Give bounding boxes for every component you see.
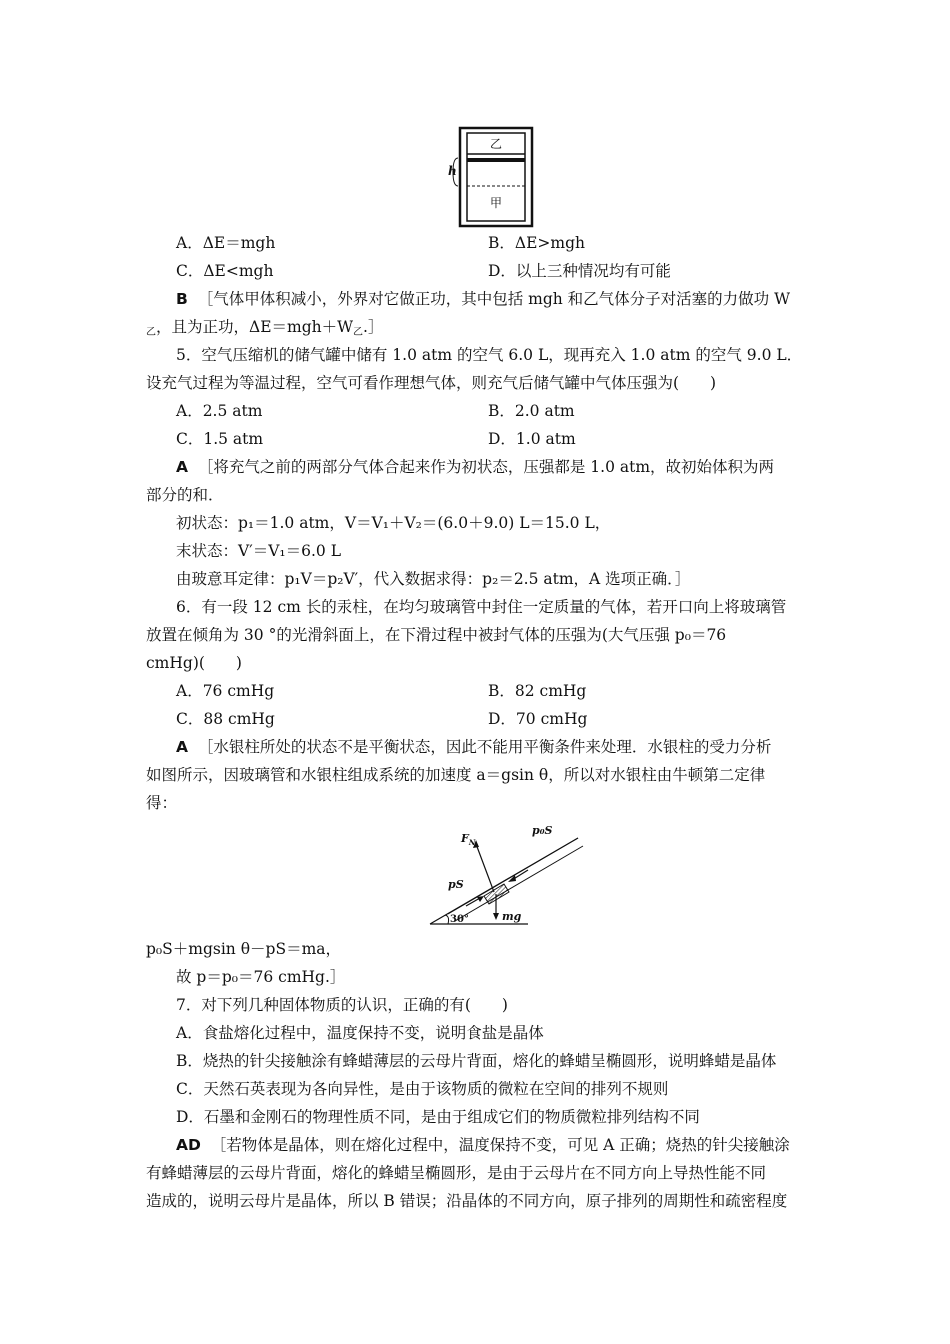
q7-answer-line3: 造成的，说明云母片是晶体，所以 B 错误；沿晶体的不同方向，原子排列的周期性和疏密程度 (146, 1192, 788, 1210)
q7-option-b: B．烧热的针尖接触涂有蜂蜡薄层的云母片背面，熔化的蜂蜡呈椭圆形，说明蜂蜡是晶体 (176, 1052, 777, 1070)
q6-option-c: C．88 cmHg (176, 710, 275, 728)
q5-answer-line1: A ［将充气之前的两部分气体合起来作为初状态，压强都是 1.0 atm，故初始体积为两 (176, 458, 775, 476)
q5-option-c: C．1.5 atm (176, 430, 264, 448)
q5-initial-state: 初状态：p₁＝1.0 atm，V＝V₁＋V₂＝(6.0＋9.0) L＝15.0 L， (176, 514, 611, 532)
q6-equation: p₀S＋mgsin θ－pS＝ma， (146, 940, 342, 958)
q5-final-state: 末状态：V′＝V₁＝6.0 L (176, 542, 341, 560)
q6-option-a: A．76 cmHg (176, 682, 275, 700)
q4-answer-line2: $_乙$，且为正功，$\Delta E=mgh+W_乙.]$ (146, 318, 384, 338)
fn-label: $F_N$ (461, 832, 476, 847)
q4-option-d: D．以上三种情况均有可能 (488, 262, 671, 280)
q4-answer-line1: B ［气体甲体积减小，外界对它做正功，其中包括 mgh 和乙气体分子对活塞的力做功 W (176, 290, 791, 308)
q7-option-d: D．石墨和金刚石的物理性质不同，是由于组成它们的物质微粒排列结构不同 (176, 1108, 700, 1126)
q6-answer-line2: 如图所示，因玻璃管和水银柱组成系统的加速度 a＝gsin θ，所以对水银柱由牛顿第二定律 (146, 766, 766, 784)
q7-option-a: A．食盐熔化过程中，温度保持不变，说明食盐是晶体 (176, 1024, 544, 1042)
q5-boyle-law: 由玻意耳定律：p₁V＝p₂V′，代入数据求得：p₂＝2.5 atm，A 选项正确．］ (176, 570, 691, 588)
incline-force-figure (428, 820, 588, 930)
q5-option-d: D．1.0 atm (488, 430, 576, 448)
q6-option-d: D．70 cmHg (488, 710, 588, 728)
q5-option-a: A．2.5 atm (176, 402, 263, 420)
label-h: h (448, 164, 457, 178)
q5-stem-line2: 设充气过程为等温过程，空气可看作理想气体，则充气后储气罐中气体压强为( ) (146, 374, 717, 392)
q6-answer-letter: A (176, 738, 188, 756)
q4-option-c: C．ΔE<mgh (176, 262, 274, 280)
q4-answer-letter: B (176, 290, 188, 308)
q5-answer-letter: A (176, 458, 188, 476)
q7-stem: 7．对下列几种固体物质的认识，正确的有( ) (176, 996, 508, 1014)
q6-option-b: B．82 cmHg (488, 682, 587, 700)
q7-answer-line1: AD ［若物体是晶体，则在熔化过程中，温度保持不变，可见 A 正确；烧热的针尖接触涂 (176, 1136, 790, 1154)
q4-option-a: A．ΔE＝mgh (176, 234, 276, 252)
q4-option-b: B．ΔE>mgh (488, 234, 585, 252)
ps-label: pS (448, 878, 464, 891)
q6-answer-line3: 得： (146, 794, 178, 812)
label-yi: 乙 (489, 137, 503, 151)
label-jia: 甲 (489, 196, 503, 210)
q5-answer-line2: 部分的和． (146, 486, 224, 504)
q5-stem-line1: 5．空气压缩机的储气罐中储有 1.0 atm 的空气 6.0 L，现再充入 1.0 atm 的空气 9.0 L． (176, 346, 803, 364)
angle-label: 30° (450, 914, 469, 925)
q5-option-b: B．2.0 atm (488, 402, 575, 420)
gas-container-figure (445, 126, 535, 228)
q6-stem-line2: 放置在倾角为 30 °的光滑斜面上，在下滑过程中被封气体的压强为(大气压强 p₀＝76 (146, 626, 727, 644)
q7-answer-letter: AD (176, 1136, 201, 1154)
p0s-label: p₀S (532, 824, 553, 837)
mg-label: mg (502, 910, 522, 923)
q6-stem-line1: 6．有一段 12 cm 长的汞柱，在均匀玻璃管中封住一定质量的气体，若开口向上将玻璃管 (176, 598, 787, 616)
q7-answer-line2: 有蜂蜡薄层的云母片背面，熔化的蜂蜡呈椭圆形，是由于云母片在不同方向上导热性能不同 (146, 1164, 767, 1182)
q6-answer-line1: A ［水银柱所处的状态不是平衡状态，因此不能用平衡条件来处理．水银柱的受力分析 (176, 738, 772, 756)
q7-option-c: C．天然石英表现为各向异性，是由于该物质的微粒在空间的排列不规则 (176, 1080, 669, 1098)
q6-stem-line3: cmHg)( ) (146, 654, 242, 672)
q6-conclusion: 故 p＝p₀＝76 cmHg.］ (176, 968, 346, 986)
